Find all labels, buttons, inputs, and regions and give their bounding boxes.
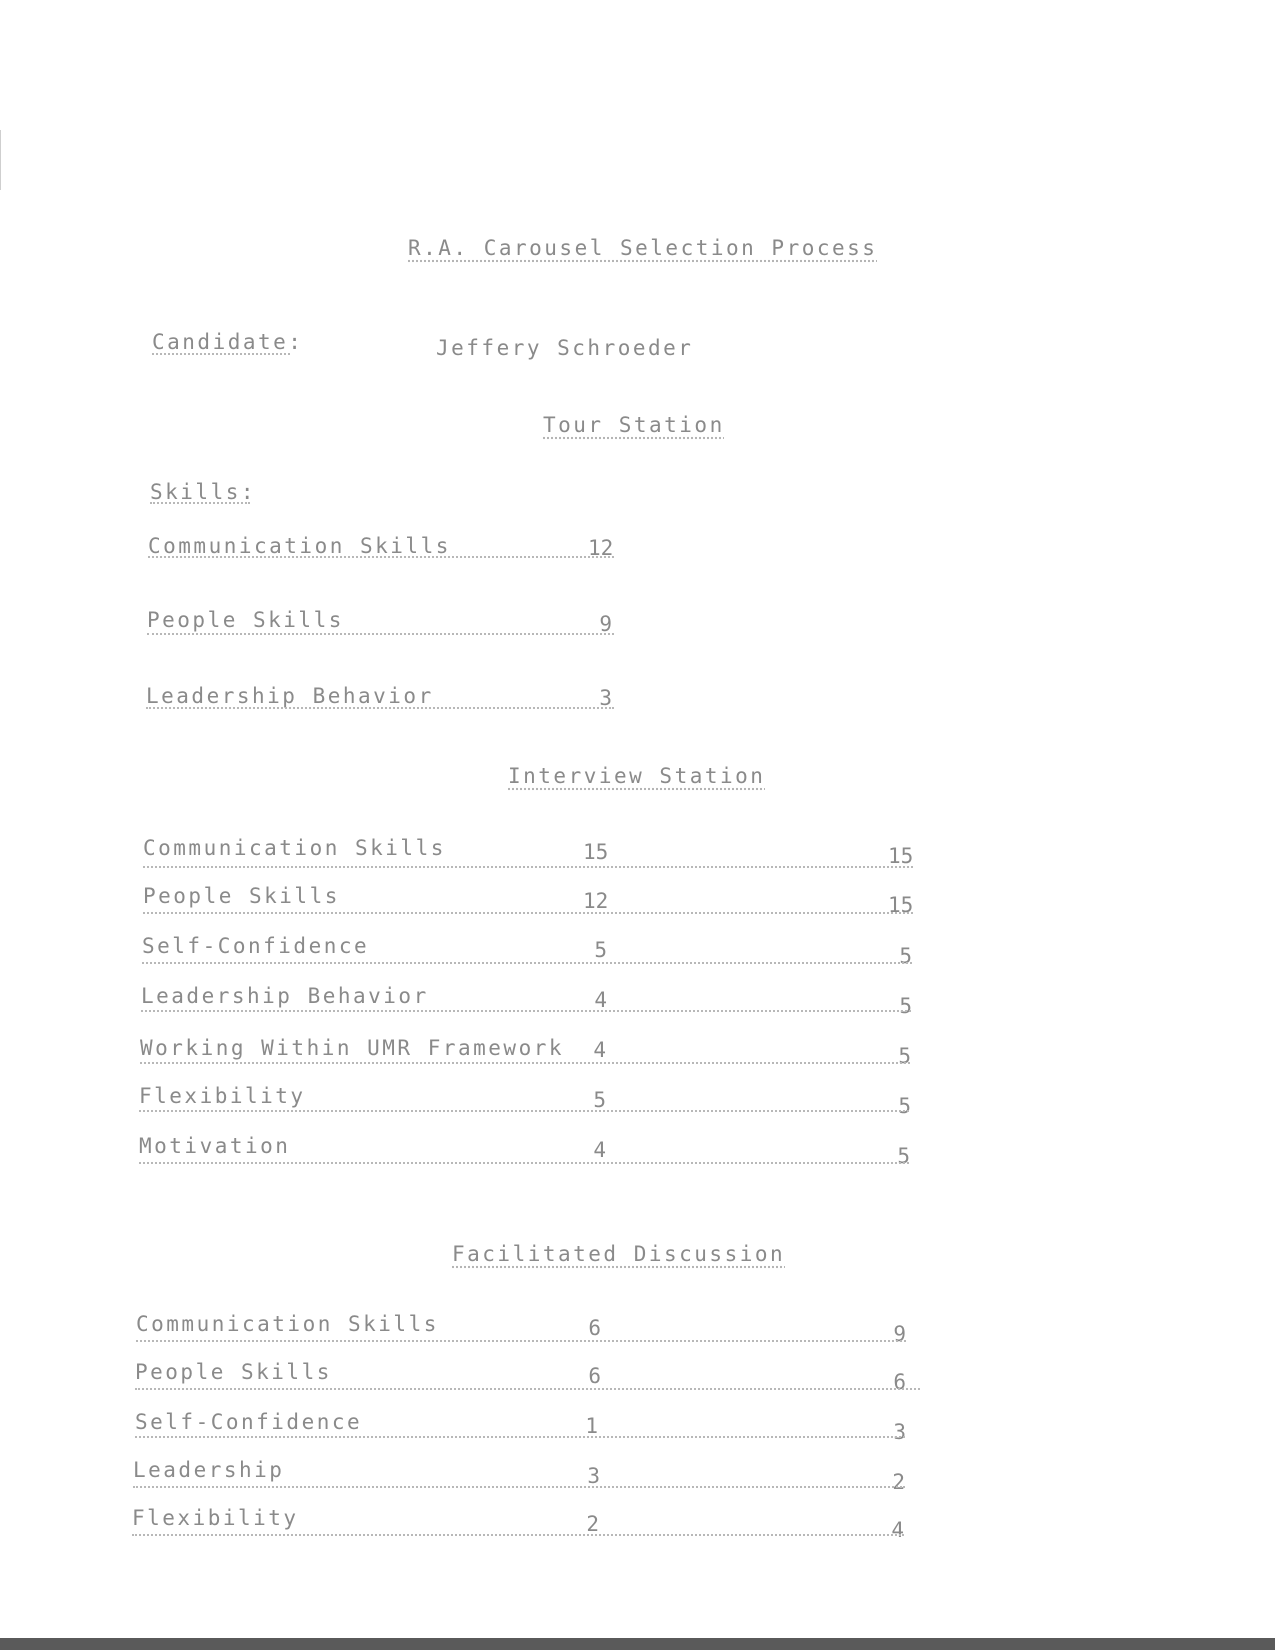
- interview-row-label: Working Within UMR Framework: [140, 1036, 565, 1060]
- interview-row-rule: [142, 962, 912, 964]
- interview-row-label: People Skills: [143, 884, 340, 908]
- tour-row-score: 3: [599, 686, 612, 710]
- discussion-row-score: 1: [585, 1414, 598, 1438]
- interview-row-score: 15: [583, 840, 609, 864]
- interview-row-label: Motivation: [139, 1134, 291, 1158]
- interview-row-label: Communication Skills: [143, 836, 446, 860]
- interview-row-score: 5: [594, 938, 607, 962]
- tour-row-score: 9: [599, 612, 612, 636]
- interview-row-label: Self-Confidence: [142, 934, 370, 958]
- discussion-row-label: Self-Confidence: [135, 1410, 363, 1434]
- discussion-row-rule: [132, 1534, 904, 1536]
- discussion-row-label: Communication Skills: [136, 1312, 439, 1336]
- interview-station-heading: Interview Station: [508, 764, 766, 788]
- tour-row-rule: [147, 633, 614, 635]
- candidate-name: Jeffery Schroeder: [436, 336, 694, 360]
- interview-row-label: Leadership Behavior: [141, 984, 429, 1008]
- discussion-row-max: 4: [891, 1518, 904, 1542]
- discussion-row-score: 6: [588, 1316, 601, 1340]
- document-title: R.A. Carousel Selection Process: [408, 236, 878, 260]
- interview-row-label: Flexibility: [139, 1084, 306, 1108]
- discussion-row-label: Leadership: [133, 1458, 285, 1482]
- interview-row-rule: [141, 1010, 911, 1012]
- discussion-row-rule: [135, 1388, 920, 1390]
- skills-label: Skills:: [150, 480, 257, 504]
- interview-row-score: 4: [594, 988, 607, 1012]
- tour-row-label: Leadership Behavior: [146, 684, 434, 708]
- scan-bottom-band: [0, 1638, 1275, 1650]
- discussion-row-score: 3: [587, 1464, 600, 1488]
- discussion-row-label: People Skills: [135, 1360, 332, 1384]
- interview-row-rule: [139, 1162, 909, 1164]
- tour-row-label: People Skills: [147, 608, 344, 632]
- tour-row-score: 12: [588, 536, 614, 560]
- discussion-row-label: Flexibility: [132, 1506, 299, 1530]
- interview-row-rule: [139, 1110, 909, 1112]
- interview-row-max: 15: [888, 893, 914, 917]
- discussion-row-score: 6: [588, 1364, 601, 1388]
- interview-row-max: 5: [898, 1094, 911, 1118]
- discussion-row-max: 6: [893, 1370, 906, 1394]
- interview-row-max: 5: [897, 1144, 910, 1168]
- discussion-row-max: 9: [893, 1322, 906, 1346]
- candidate-label-rule: [152, 353, 290, 355]
- interview-row-rule: [143, 866, 913, 868]
- discussion-row-rule: [133, 1486, 905, 1488]
- scan-edge-mark: [0, 130, 3, 190]
- candidate-label: Candidate:: [152, 330, 304, 354]
- tour-row-rule: [146, 707, 614, 709]
- skills-label-rule: [150, 502, 250, 504]
- interview-row-max: 5: [899, 994, 912, 1018]
- interview-row-rule: [140, 1062, 910, 1064]
- interview-row-max: 15: [888, 844, 914, 868]
- interview-row-max: 5: [898, 1044, 911, 1068]
- tour-station-heading: Tour Station: [543, 413, 725, 437]
- discussion-row-max: 3: [893, 1420, 906, 1444]
- interview-row-score: 4: [593, 1038, 606, 1062]
- interview-row-score: 12: [583, 889, 609, 913]
- tour-row-rule: [148, 556, 614, 558]
- interview-row-max: 5: [899, 944, 912, 968]
- facilitated-discussion-heading: Facilitated Discussion: [452, 1242, 786, 1266]
- discussion-row-score: 2: [586, 1512, 599, 1536]
- interview-row-rule: [143, 912, 913, 914]
- discussion-row-rule: [135, 1436, 905, 1438]
- interview-row-score: 5: [593, 1088, 606, 1112]
- tour-row-label: Communication Skills: [148, 534, 451, 558]
- discussion-row-rule: [136, 1340, 906, 1342]
- discussion-row-max: 2: [892, 1470, 905, 1494]
- interview-row-score: 4: [593, 1138, 606, 1162]
